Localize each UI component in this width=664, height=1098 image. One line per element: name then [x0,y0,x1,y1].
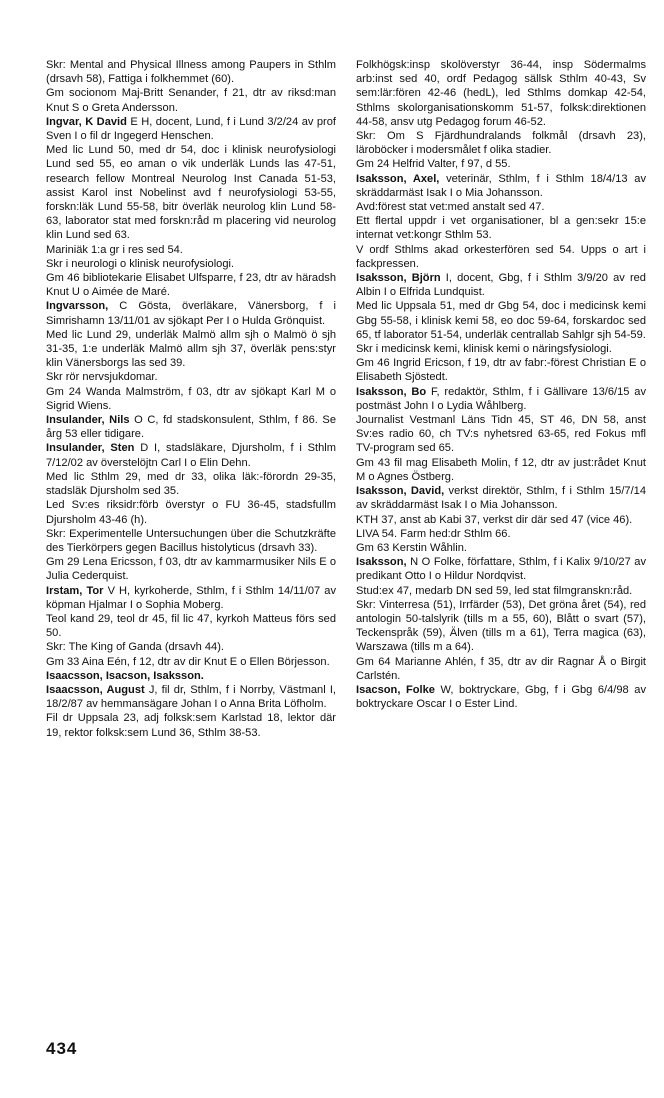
entry-paragraph [46,555,336,583]
entry-paragraph [356,243,646,271]
entry-paragraph [356,413,646,456]
entry-text: Gm 43 fil mag Elisabeth Molin, f 12, dtr av just:rådet Knut M o Agnes Östberg. [356,456,646,483]
entry-paragraph [356,513,646,527]
entry-heading-paragraph [46,669,336,683]
entry-paragraph [46,257,336,271]
entry-heading-paragraph [46,584,336,612]
entry-name: Isaacsson, Isacson, Isaksson. [46,669,204,682]
entry-paragraph [356,299,646,342]
entry-name: Ingvarsson, [46,300,109,313]
entry-text: E H, docent, Lund, f i Lund 3/2/24 av prof Sven I o fil dr Ingegerd Henschen. [46,115,337,143]
entry-text: C Gösta, överläkare, Vänersborg, f i Simrishamn 13/11/01 av sjökapt Per I o Hulda Grönquist. [46,300,336,327]
entry-heading-paragraph [356,555,646,583]
entry-paragraph [356,157,646,171]
entry-paragraph [356,456,646,484]
entry-name: Isaacsson, August [46,683,145,696]
entry-text: veterinär, Sthlm, f i Sthlm 18/4/13 av skräddarmäst Isak I o Mia Johansson. [356,172,646,199]
entry-heading-paragraph [356,683,646,711]
entry-text: Journalist Vestmanl Läns Tidn 45, ST 46, DN 58, anst Sv:es radio 60, ch TV:s nyhetsred 63-65, red Fokus mfl TV-program sed 65. [356,414,646,455]
entry-text: Skr: Om S Fjärdhundralands folkmål (drsavh 23), läroböcker i modersmålet f olika stadier. [356,130,646,157]
entry-text: Gm 46 Ingrid Ericson, f 19, dtr av fabr:-förest Christian E o Elisabeth Sjöstedt. [356,357,646,384]
entry-text: Gm socionom Maj-Britt Senander, f 21, dtr av riksd:man Knut S o Greta Andersson. [46,87,336,114]
entry-text: Skr: Vinterresa (51), Irrfärder (53), Det gröna året (54), red antologin 50-talslyrik (tills m a 55, 60), Blått o svart (57), Teckenspråk (59), Älven (tills m a 61), Terra magica (63), Warszawa (tills m a 64). [356,598,646,654]
entry-text: O C, fd stadskonsulent, Sthlm, f 86. Se årg 53 eller tidigare. [46,414,337,441]
entry-text: Gm 63 Kerstin Wåhlin. [356,541,467,554]
left-column [46,58,336,740]
entry-text: Gm 24 Helfrid Valter, f 97, d 55. [356,158,511,171]
entry-text: I, docent, Gbg, f i Sthlm 3/9/20 av red Albin I o Elfrida Lundquist. [356,272,646,299]
entry-text: Gm 46 bibliotekarie Elisabet Ulfsparre, f 23, dtr av häradsh Knut U o Aimée de Maré. [46,272,336,299]
entry-paragraph [46,711,336,739]
entry-heading-paragraph [356,484,646,512]
entry-paragraph [356,527,646,541]
entry-name: Isaksson, Axel, [356,172,440,185]
entry-text: Avd:förest stat vet:med anstalt sed 47. [356,201,545,214]
entry-text: Gm 29 Lena Ericsson, f 03, dtr av kammarmusiker Nils E o Julia Cederquist. [46,556,336,583]
entry-text: Med lic Lund 29, underläk Malmö allm sjh o Malmö ö sjh 31-35, 1:e underläk Malmö allm sjh 37, överläk pens:styr klin Vänersborgs las sed 39. [46,328,336,370]
entry-paragraph [46,527,336,555]
entry-heading-paragraph [46,299,336,327]
entry-text: J, fil dr, Sthlm, f i Norrby, Västmanl I, 18/2/87 av hemmansägare Johan I o Anna Brita Löfholm. [46,683,336,711]
entry-paragraph [356,598,646,655]
entry-paragraph [46,385,336,413]
entry-text: Stud:ex 47, medarb DN sed 59, led stat filmgranskn:råd. [356,584,633,597]
entry-paragraph [46,470,336,498]
entry-text: Med lic Lund 50, med dr 54, doc i klinisk neurofysiologi Lund sed 55, eo aman o vik underläk Lunds las 47-51, research fellow Montreal Neurolog Inst Canada 51-53, assist Karol inst Nobelinst avd f neurofysiologi 53-55, forskn:läk Lund 55-58, bitr överläk neurolog klin Lund 58-63, laborator stat med forskn:råd m placering vid neurolog klin Lund sed 63. [46,144,336,242]
entry-text: V H, kyrkoherde, Sthlm, f i Sthlm 14/11/07 av köpman Hjalmar I o Sophia Moberg. [46,584,336,611]
entry-text: Gm 24 Wanda Malmström, f 03, dtr av sjökapt Karl M o Sigrid Wiens. [46,385,336,412]
page-number: 434 [46,1039,78,1058]
entry-text: D I, stadsläkare, Djursholm, f i Sthlm 7/12/02 av överstelöjtn Carl I o Elin Dehn. [46,442,336,469]
entry-paragraph [356,541,646,555]
entry-paragraph [46,143,336,242]
entry-text: Skr i neurologi o klinisk neurofysiologi. [46,257,235,270]
entry-text: Gm 33 Aina Eén, f 12, dtr av dir Knut E o Ellen Börjesson. [46,655,330,668]
entry-paragraph [356,214,646,242]
entry-name: Insulander, Nils [46,414,130,427]
entry-text: Gm 64 Marianne Ahlén, f 35, dtr av dir Ragnar Å o Birgit Carlstén. [356,655,646,682]
entry-name: Isaksson, Bo [356,385,427,398]
entry-text: Teol kand 29, teol dr 45, fil lic 47, kyrkoh Matteus förs sed 50. [46,612,336,640]
entry-text: KTH 37, anst ab Kabi 37, verkst dir där sed 47 (vice 46). [356,513,633,526]
entry-paragraph [46,655,336,669]
entry-text: Mariniäk 1:a gr i res sed 54. [46,243,183,256]
entry-heading-paragraph [46,441,336,469]
entry-paragraph [46,58,336,86]
entry-name: Isaksson, [356,556,407,569]
entry-text: N O Folke, författare, Sthlm, f i Kalix 9/10/27 av predikant Otto I o Hildur Nordqvist. [356,556,646,583]
entry-paragraph [356,655,646,683]
entry-paragraph [46,243,336,257]
entry-text: Skr: The King of Ganda (drsavh 44). [46,641,225,654]
entry-heading-paragraph [46,413,336,441]
entry-text: Med lic Uppsala 51, med dr Gbg 54, doc i medicinsk kemi Gbg 55-58, i klinisk kemi 58, eo doc 59-64, forskardoc sed 65, tf laborator 51-54, underläk centrallab Sahlgr sjh 54-59. [356,300,646,341]
entry-heading-paragraph [356,271,646,299]
entry-heading-paragraph [356,172,646,200]
entry-paragraph [46,640,336,654]
entry-paragraph [356,342,646,356]
entry-paragraph [46,498,336,526]
entry-text: Skr: Mental and Physical Illness among Paupers in Sthlm (drsavh 58), Fattiga i folkhemmet (60). [46,59,336,86]
entry-name: Isacson, Folke [356,683,435,696]
entry-text: Fil dr Uppsala 23, adj folksk:sem Karlstad 18, lektor där 19, rektor folksk:sem Lund 36, Sthlm 38-53. [46,712,336,739]
entry-text: LIVA 54. Farm hed:dr Sthlm 66. [356,527,511,540]
entry-name: Isaksson, David, [356,485,445,498]
entry-text: Skr: Experimentelle Untersuchungen über die Schutzkräfte des Tierkörpers gegen Bacillus histolyticus (drsavh 33). [46,527,336,554]
entry-heading-paragraph [356,385,646,413]
entry-paragraph [356,129,646,157]
entry-name: Ingvar, K David [46,115,127,128]
entry-text: F, redaktör, Sthlm, f i Gällivare 13/6/15 av postmäst John I o Lydia Wåhlberg. [356,385,646,412]
entry-heading-paragraph [46,115,336,143]
entry-paragraph [46,86,336,114]
entry-paragraph [356,584,646,598]
entry-text: W, boktryckare, Gbg, f i Gbg 6/4/98 av boktryckare Oscar I o Ester Lind. [356,683,646,711]
entry-text: Med lic Sthlm 29, med dr 33, olika läk:-förordn 29-35, stadsläk Djursholm sed 35. [46,470,336,498]
entry-text: V ordf Sthlms akad orkesterfören sed 54. Upps o art i fackpressen. [356,243,646,270]
entry-text: Skr i medicinsk kemi, klinisk kemi o näringsfysiologi. [356,343,612,356]
entry-name: Isaksson, Björn [356,272,441,285]
entry-text: verkst direktör, Sthlm, f i Sthlm 15/7/14 av skräddarmäst Isak I o Mia Johansson. [356,485,646,512]
entry-text: Folkhögsk:insp skolöverstyr 36-44, insp Södermalms arb:inst sed 40, ordf Pedagog sällsk Sthlm 40-43, Sv sem:lär:fören 42-46 (hedL), led Sthlms domkap 42-54, Sthlms skolorganisationskomm 51-57, folksk:direktionen 44-58, ansv utg Pedagog forum 46-52. [356,59,646,128]
entry-heading-paragraph [46,683,336,711]
entry-paragraph [46,328,336,371]
entry-paragraph [356,356,646,384]
entry-paragraph [46,271,336,299]
entry-text: Ett flertal uppdr i vet organisationer, bl a gen:sekr 15:e internat vet:kongr Sthlm 53. [356,215,646,242]
entry-paragraph [46,370,336,384]
entry-paragraph [356,200,646,214]
entry-paragraph [356,58,646,129]
entry-name: Irstam, Tor [46,584,104,597]
entry-text: Skr rör nervsjukdomar. [46,371,158,384]
right-column [356,58,646,711]
entry-name: Insulander, Sten [46,442,135,455]
entry-text: Led Sv:es riksidr:förb överstyr o FU 36-45, stadsfullm Djursholm 43-46 (h). [46,499,336,526]
entry-paragraph [46,612,336,640]
